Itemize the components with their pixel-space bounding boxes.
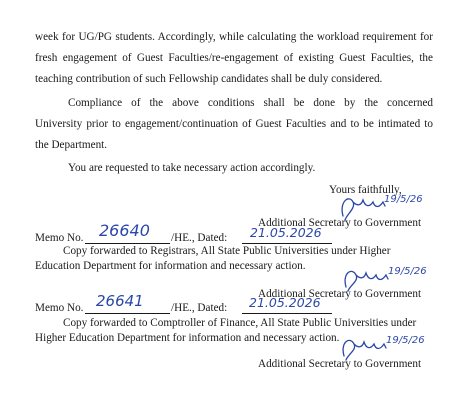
memo-2-date-underline	[242, 313, 332, 314]
body-line-7: You are requested to take necessary action accordingly.	[68, 162, 316, 174]
body-line-3: teaching contribution of such Fellowship candidates shall be duly considered.	[35, 73, 383, 85]
body-line-6: the Department.	[35, 139, 108, 151]
memo-1-copy-line-1: Copy forwarded to Registrars, All State Public Universities under Higher	[63, 245, 391, 257]
memo-2-prefix: Memo No.	[35, 302, 84, 314]
memo-2-number-underline	[85, 313, 170, 314]
signature-2-date: 19/5/26	[388, 266, 427, 277]
memo-1-prefix: Memo No.	[35, 232, 84, 244]
memo-2-date: 21.05.2026	[249, 295, 321, 310]
yours-faithfully: Yours faithfully,	[329, 184, 402, 196]
memo-2-copy-line-1: Copy forwarded to Comptroller of Finance, All State Public Universities under	[63, 317, 417, 329]
body-line-1: week for UG/PG students. Accordingly, while calculating the workload requirement for	[35, 31, 433, 43]
designation-1: Additional Secretary to Government	[258, 217, 422, 229]
designation-3: Additional Secretary to Government	[258, 358, 422, 370]
signature-3-date: 19/5/26	[386, 335, 425, 346]
memo-2-number: 26641	[96, 292, 144, 310]
designation-2: Additional Secretary to Government	[258, 288, 422, 300]
memo-1-date: 21.05.2026	[250, 225, 322, 240]
body-line-5: University prior to engagement/continuation of Guest Faculties and to be intimated to	[35, 118, 433, 130]
memo-2-dated-label: /HE., Dated:	[171, 302, 228, 314]
memo-1-dated-label: /HE., Dated:	[171, 232, 228, 244]
body-line-2: fresh engagement of Guest Faculties/re-engagement of existing Guest Faculties, the	[35, 52, 433, 64]
memo-1-copy-line-2: Education Department for information and necessary action.	[35, 260, 306, 272]
body-line-4: Compliance of the above conditions shall be done by the concerned	[68, 97, 433, 109]
memo-2-copy-line-2: Higher Education Department for information and necessary action.	[35, 332, 340, 344]
memo-1-number: 26640	[99, 221, 150, 240]
signature-1-date: 19/5/26	[384, 194, 423, 205]
